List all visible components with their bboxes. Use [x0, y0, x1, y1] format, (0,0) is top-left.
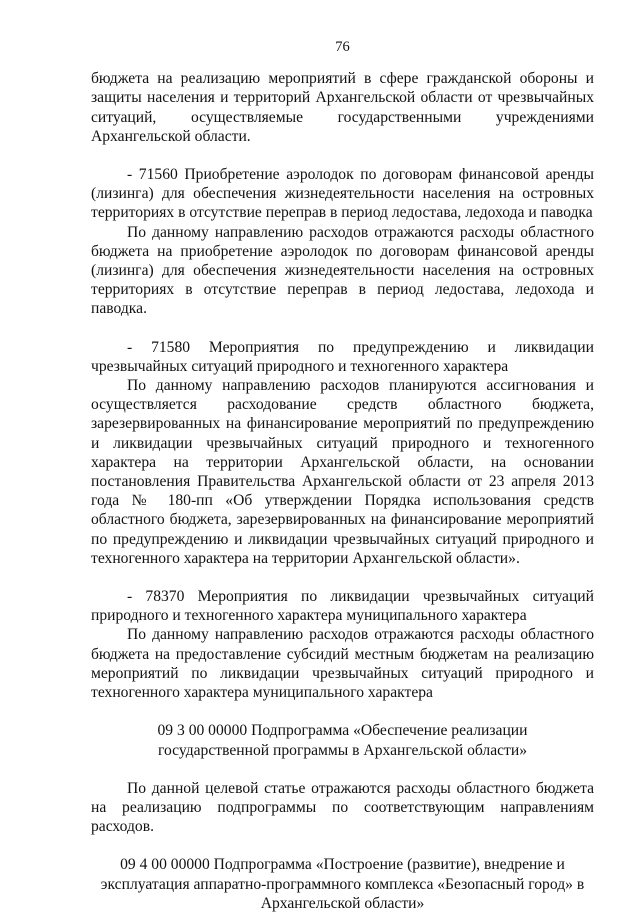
subprogram-heading-09-3-line-2: государственной программы в Архангельской области»	[157, 741, 528, 759]
subprogram-heading-09-3-line-1: 09 3 00 00000 Подпрограмма «Обеспечение реализации	[157, 722, 528, 740]
paragraph-71560-description: По данному направлению расходов отражаются расходы областного бюджета на приобретение аэролодок по договорам финансовой аренды (лизинга) для обеспечения жизнедеятельности населения на островных территориях в отсутствие переправ в период ледостава, ледохода и паводка.	[91, 223, 594, 318]
paragraph-71580-description: По данному направлению расходов планируются ассигнования и осуществляется расходование средств областного бюджета, зарезервированных на финансирование мероприятий по предупреждению и ликвидации чрезвычайных ситуаций природного и техногенного характера на территории Архангельской области, на основании постановления Правительства Архангельской области от 23 апреля 2013 года № 180-пп «Об утверждении Порядка использования средств областного бюджета, зарезервированных на финансирование мероприятий по предупреждению и ликвидации чрезвычайных ситуаций природного и техногенного характера на территории Архангельской области».	[91, 377, 594, 567]
subprogram-heading-09-4	[91, 855, 594, 913]
paragraph-78370-title: - 78370 Мероприятия по ликвидации чрезвычайных ситуаций природного и техногенного характера муниципального характера	[91, 588, 594, 625]
paragraph-subprogram-09-3-description: По данной целевой статье отражаются расходы областного бюджета на реализацию подпрограммы по соответствующим направлениям расходов.	[91, 779, 594, 836]
paragraph-71560-title: - 71560 Приобретение аэролодок по договорам финансовой аренды (лизинга) для обеспечения жизнедеятельности населения на островных территориях в отсутствие переправ в период ледостава, ледохода и паводка	[91, 166, 594, 222]
document-page	[91, 38, 594, 913]
subprogram-heading-09-4-line-3: Архангельской области»	[260, 894, 425, 912]
subprogram-heading-09-4-line-2: эксплуатация аппаратно-программного комплекса «Безопасный город» в	[100, 875, 585, 893]
paragraph-budget-civil-defense: бюджета на реализацию мероприятий в сфере гражданской обороны и защиты населения и территорий Архангельской области от чрезвычайных ситуаций, осуществляемые государственными учреждениями Архангельской области.	[91, 70, 594, 145]
paragraph-78370-description: По данному направлению расходов отражаются расходы областного бюджета на предоставление субсидий местным бюджетам на реализацию мероприятий по ликвидации чрезвычайных ситуаций природного и техногенного характера муниципального характера	[91, 626, 594, 702]
subprogram-heading-09-4-line-1: 09 4 00 00000 Подпрограмма «Построение (развитие), внедрение и	[120, 856, 565, 874]
paragraph-71580-title: - 71580 Мероприятия по предупреждению и ликвидации чрезвычайных ситуаций природного и техногенного характера	[91, 338, 594, 375]
subprogram-heading-09-3	[91, 721, 594, 759]
page-number: 76	[335, 39, 350, 55]
